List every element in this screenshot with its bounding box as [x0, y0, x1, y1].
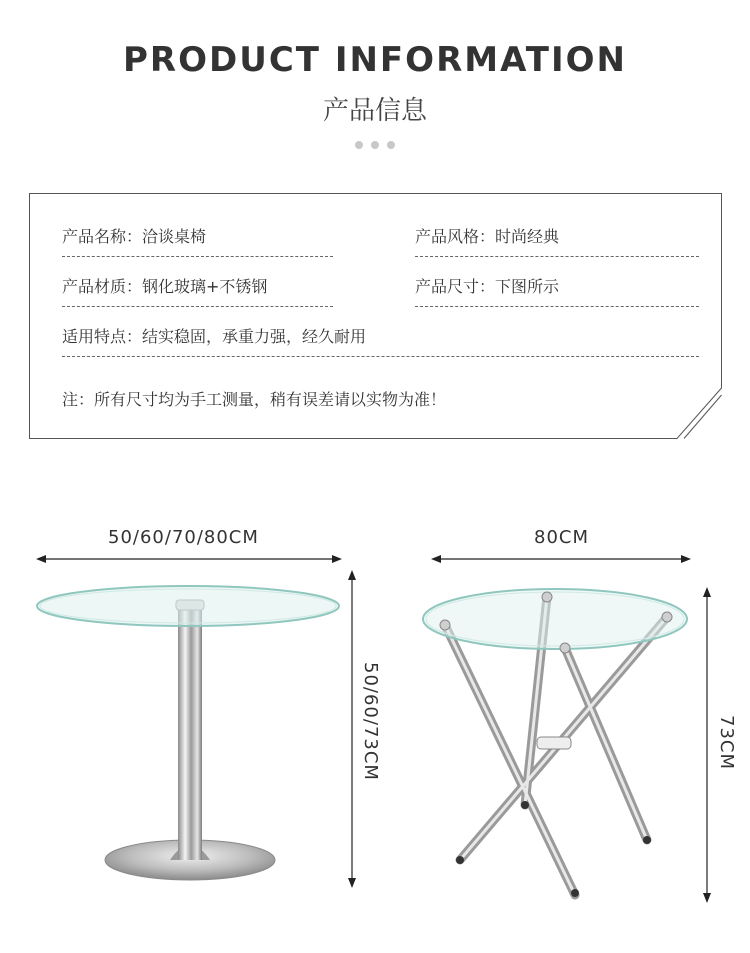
info-product-size: 产品尺寸：下图所示 — [415, 276, 699, 307]
info-note: 注：所有尺寸均为手工测量，稍有误差请以实物为准！ — [62, 390, 447, 409]
dot-2 — [371, 141, 379, 149]
left-height-label: 50/60/73CM — [360, 662, 381, 781]
info-product-material: 产品材质：钢化玻璃+不锈钢 — [62, 276, 333, 307]
right-height-arrow — [697, 585, 717, 905]
left-width-label: 50/60/70/80CM — [108, 527, 259, 548]
info-product-features: 适用特点：结实稳固，承重力强，经久耐用 — [62, 326, 699, 357]
dot-3 — [387, 141, 395, 149]
cross-leg-table-image — [415, 585, 695, 900]
dot-1 — [355, 141, 363, 149]
title-en: PRODUCT INFORMATION — [123, 40, 627, 80]
right-width-label: 80CM — [534, 527, 590, 548]
decorative-dots — [355, 141, 399, 151]
left-width-arrow — [30, 548, 350, 568]
title-cn: 产品信息 — [322, 96, 427, 126]
right-height-label: 73CM — [716, 715, 737, 771]
info-product-name: 产品名称：洽谈桌椅 — [62, 226, 333, 257]
info-product-style: 产品风格：时尚经典 — [415, 226, 699, 257]
info-box — [29, 193, 722, 439]
pedestal-table-image — [30, 570, 350, 900]
right-width-arrow — [425, 548, 697, 568]
